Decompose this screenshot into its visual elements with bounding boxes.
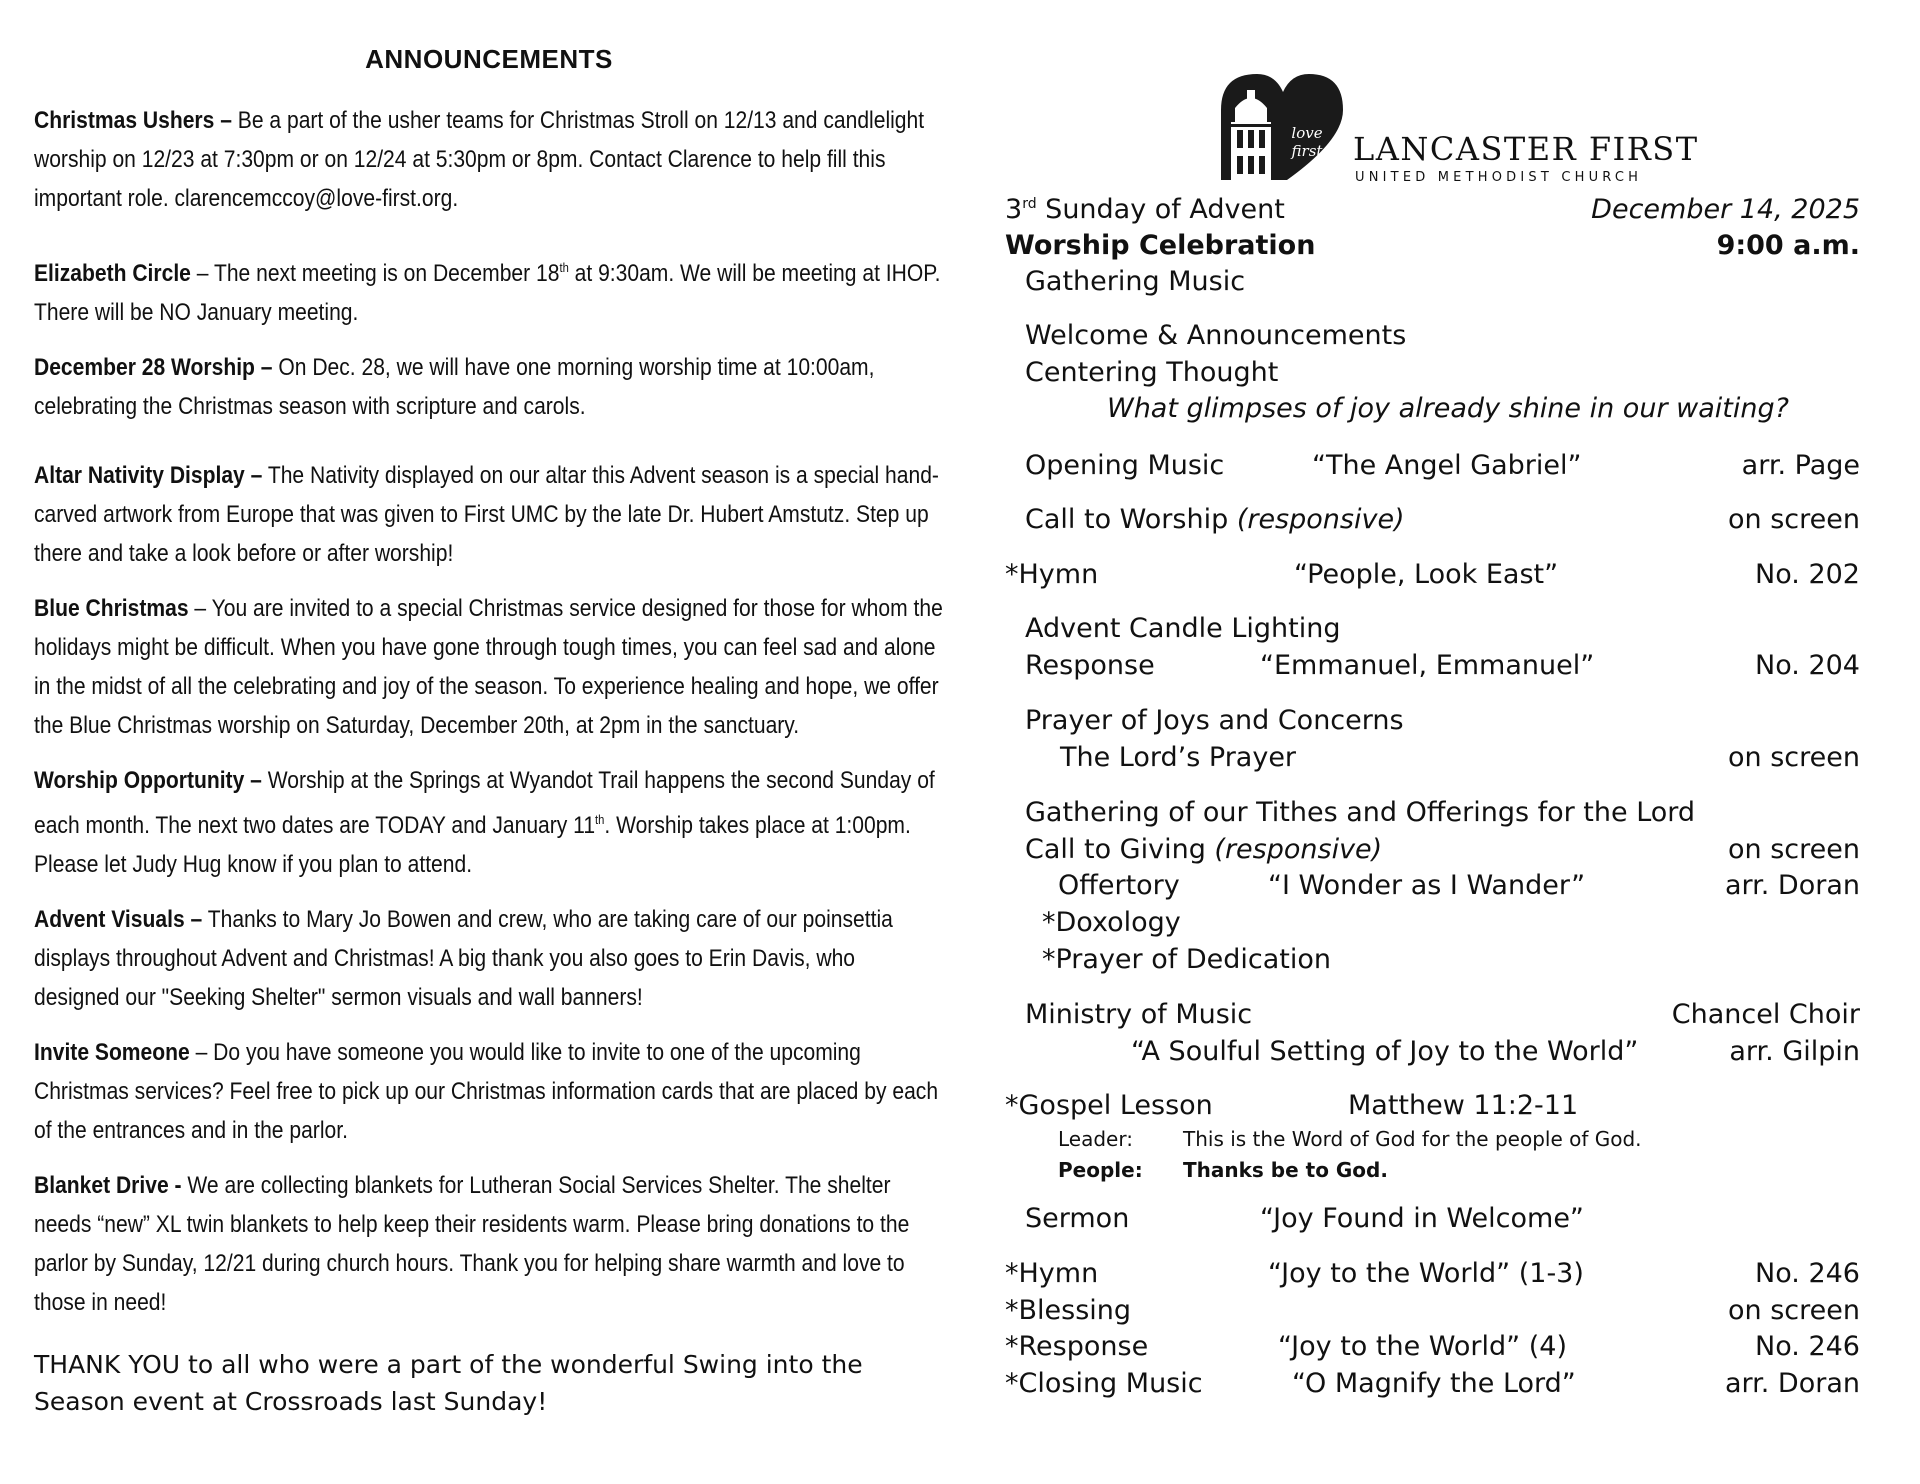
hymn-1-ref: No. 202 — [1755, 559, 1860, 590]
hymn-2-ref: No. 246 — [1755, 1258, 1860, 1289]
ministry-song-row — [1005, 1036, 1860, 1072]
ministry-label: Ministry of Music — [1025, 999, 1253, 1030]
offertory-title: “I Wonder as I Wander” — [1268, 870, 1586, 901]
opening-label: Opening Music — [1025, 450, 1225, 481]
response-2-row — [1005, 1331, 1860, 1367]
hymn-2-label: *Hymn — [1005, 1258, 1099, 1289]
call-label: Call to Worship (responsive) — [1025, 504, 1405, 535]
announcement-body: – The next meeting is on December 18 — [190, 260, 560, 288]
logo-script-love: love — [1291, 124, 1323, 142]
gospel-ref: Matthew 11:2-11 — [1348, 1090, 1579, 1121]
blessing-ref: on screen — [1728, 1295, 1860, 1326]
opening-music-row — [1005, 450, 1860, 486]
tithes-row — [1005, 797, 1860, 833]
announcement-heading: Blanket Drive - — [34, 1172, 182, 1200]
announcement-december-28 — [34, 348, 946, 426]
announcement-body: – You are invited to a special Christmas service designed for those for whom the holidays might be difficult. When you have gone through tough times, you can feel sad and alone in the midst of all the celebrating and joy of the season. To experience healing and hope, we offer the Blue Christmas worship on Saturday, December 20th, at 2pm in the sanctuary. — [34, 595, 943, 740]
church-subtitle: UNITED METHODIST CHURCH — [1355, 170, 1643, 185]
closing-label: *Closing Music — [1005, 1368, 1203, 1399]
doxology-row — [1005, 907, 1860, 943]
announcement-blue-christmas — [34, 589, 946, 745]
sermon-row — [1005, 1203, 1860, 1239]
announcement-heading: Christmas Ushers – — [34, 107, 232, 134]
church-logo — [1217, 70, 1699, 185]
candle-row — [1005, 613, 1860, 649]
announcement-heading: Altar Nativity Display – — [34, 462, 263, 490]
announcement-body: – Do you have someone you would like to invite to one of the upcoming Christmas services? Feel free to pick up our Christmas information cards that are placed by each of the entrances and in the parlor. — [34, 1039, 939, 1145]
prayer-of-dedication: *Prayer of Dedication — [1042, 944, 1331, 975]
people-label: People: — [1058, 1158, 1143, 1182]
leader-text: This is the Word of God for the people of God. — [1183, 1127, 1642, 1151]
dedication-row — [1005, 944, 1860, 980]
logo-script-first: first — [1291, 142, 1323, 160]
announcement-christmas-ushers — [34, 101, 946, 218]
church-tower-heart-icon — [1217, 70, 1347, 186]
announcement-body: Be a part of the usher teams for Christmas Stroll on 12/13 and candlelight worship on 12/23 at 7:30pm or on 12/24 at 5:30pm or 8pm. Contact Clarence to help fill this important role. clarencemccoy@love-first.org. — [34, 107, 925, 212]
announcement-body: . Worship takes place at 1:00pm. Please let Judy Hug know if you plan to attend. — [34, 812, 911, 879]
prayer-row — [1005, 705, 1860, 741]
announcement-altar-nativity — [34, 456, 946, 573]
response-1-label: Response — [1025, 650, 1155, 681]
closing-music-row — [1005, 1368, 1860, 1404]
hymn-2-title: “Joy to the World” (1-3) — [1268, 1258, 1584, 1289]
welcome-row — [1005, 320, 1860, 356]
response-2-label: *Response — [1005, 1331, 1149, 1362]
opening-ref: arr. Page — [1741, 450, 1860, 481]
offertory-row — [1005, 870, 1860, 906]
announcement-heading: Invite Someone — [34, 1039, 190, 1067]
response-1-title: “Emmanuel, Emmanuel” — [1260, 650, 1595, 681]
response-1-ref: No. 204 — [1755, 650, 1860, 681]
welcome-announcements: Welcome & Announcements — [1025, 320, 1407, 351]
sermon-label: Sermon — [1025, 1203, 1130, 1234]
response-1-row — [1005, 650, 1860, 686]
ministry-song-ref: arr. Gilpin — [1729, 1036, 1860, 1067]
announcement-blanket-drive — [34, 1166, 946, 1322]
giving-ref: on screen — [1728, 834, 1860, 865]
announcement-heading: Blue Christmas — [34, 595, 189, 623]
centering-row — [1005, 357, 1860, 393]
blessing-label: *Blessing — [1005, 1295, 1132, 1326]
people-row — [1005, 1158, 1860, 1194]
hymn-1-title: “People, Look East” — [1294, 559, 1559, 590]
response-2-title: “Joy to the World” (4) — [1278, 1331, 1567, 1362]
doxology: *Doxology — [1042, 907, 1181, 938]
ministry-row — [1005, 999, 1860, 1035]
service-time: 9:00 a.m. — [1716, 230, 1860, 261]
closing-ref: arr. Doran — [1724, 1368, 1860, 1399]
announcement-advent-visuals — [34, 900, 946, 1017]
people-text: Thanks be to God. — [1183, 1158, 1388, 1182]
closing-title: “O Magnify the Lord” — [1292, 1368, 1576, 1399]
advent-sunday: 3rd Sunday of Advent — [1005, 194, 1285, 225]
announcement-body: Worship at the Springs at Wyandot Trail happens the second Sunday of each month. The next two dates are TODAY and January 11 — [34, 767, 935, 840]
ordinal-suffix: th — [559, 260, 569, 275]
tithes-offerings: Gathering of our Tithes and Offerings for the Lord — [1025, 797, 1696, 828]
gospel-label: *Gospel Lesson — [1005, 1090, 1213, 1121]
offertory-ref: arr. Doran — [1724, 870, 1860, 901]
offertory-label: Offertory — [1058, 870, 1180, 901]
centering-question-row — [1005, 393, 1860, 429]
thank-you-note: THANK YOU to all who were a part of the wonderful Swing into the Season event at Crossroads last Sunday! — [34, 1350, 863, 1417]
ministry-song-title: “A Soulful Setting of Joy to the World” — [1131, 1036, 1639, 1067]
call-to-giving-row — [1005, 834, 1860, 870]
gospel-row — [1005, 1090, 1860, 1126]
announcement-body: Thanks to Mary Jo Bowen and crew, who are taking care of our poinsettia displays throughout Advent and Christmas! A big thank you also goes to Erin Davis, who designed our "Seeking Shelter" sermon visuals and wall banners! — [34, 906, 893, 1012]
opening-title: “The Angel Gabriel” — [1312, 450, 1582, 481]
sermon-title: “Joy Found in Welcome” — [1260, 1203, 1584, 1234]
service-row — [1005, 230, 1860, 266]
hymn-2-row — [1005, 1258, 1860, 1294]
announcements-column — [34, 30, 944, 1420]
gathering-row — [1005, 266, 1860, 302]
announcement-body: The Nativity displayed on our altar this Advent season is a special hand-carved artwork from Europe that was given to First UMC by the late Dr. Hubert Amstutz. Step up there and take a look before or after worship! — [34, 462, 939, 568]
centering-thought: Centering Thought — [1025, 357, 1279, 388]
blessing-row — [1005, 1295, 1860, 1331]
announcement-heading: December 28 Worship – — [34, 354, 273, 382]
call-ref: on screen — [1728, 504, 1860, 535]
giving-label: Call to Giving (responsive) — [1025, 834, 1383, 865]
announcement-body: at 9:30am. We will be meeting at IHOP. There will be NO January meeting. — [34, 260, 941, 327]
advent-date-row — [1005, 194, 1860, 230]
service-name: Worship Celebration — [1005, 230, 1316, 261]
announcement-worship-opportunity — [34, 761, 946, 884]
announcement-body: We are collecting blankets for Lutheran Social Services Shelter. The shelter needs “new” XL twin blankets to help keep their residents warm. Please bring donations to the parlor by Sunday, 12/21 during church hours. Thank you for helping share warmth and love to those in need! — [34, 1172, 910, 1317]
announcement-body: On Dec. 28, we will have one morning worship time at 10:00am, celebrating the Christmas season with scripture and carols. — [34, 354, 875, 421]
prayer-joys-concerns: Prayer of Joys and Concerns — [1025, 705, 1404, 736]
ordinal-suffix: th — [595, 812, 605, 828]
lords-prayer-label: The Lord’s Prayer — [1060, 742, 1297, 773]
lords-prayer-row — [1005, 742, 1860, 778]
call-to-worship-row — [1005, 504, 1860, 540]
announcement-heading: Worship Opportunity – — [34, 767, 262, 795]
ministry-ref: Chancel Choir — [1671, 999, 1860, 1030]
announcement-elizabeth-circle — [34, 248, 946, 332]
advent-candle-lighting: Advent Candle Lighting — [1025, 613, 1341, 644]
service-date: December 14, 2025 — [1591, 194, 1860, 225]
gathering-music: Gathering Music — [1025, 266, 1246, 297]
response-2-ref: No. 246 — [1755, 1331, 1860, 1362]
announcement-invite-someone — [34, 1033, 946, 1150]
church-name: LANCASTER FIRST — [1353, 130, 1699, 168]
announcements-title: ANNOUNCEMENTS — [365, 44, 613, 74]
leader-label: Leader: — [1058, 1127, 1133, 1151]
hymn-1-label: *Hymn — [1005, 559, 1099, 590]
lords-prayer-ref: on screen — [1728, 742, 1860, 773]
hymn-1-row — [1005, 559, 1860, 595]
announcement-heading: Elizabeth Circle — [34, 260, 191, 288]
centering-question: What glimpses of joy already shine in our waiting? — [1107, 393, 1789, 424]
announcement-heading: Advent Visuals – — [34, 906, 203, 934]
